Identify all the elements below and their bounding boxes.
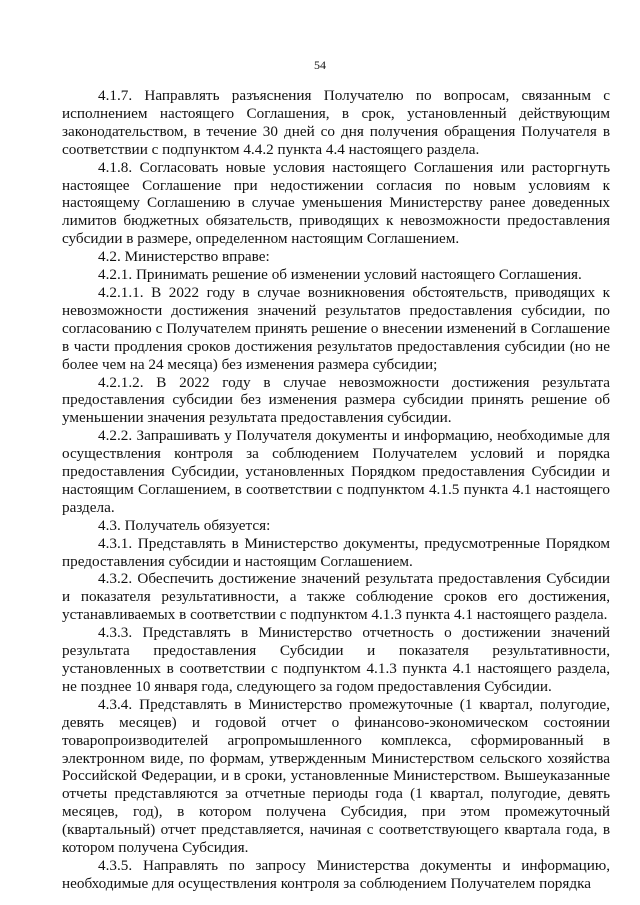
page-number: 54 — [314, 58, 326, 72]
document-body — [62, 87, 610, 893]
paragraph-4-1-8: 4.1.8. Согласовать новые условия настоящего Соглашения или расторгнуть настоящее Соглашение при недостижении согласия по новым условиям к настоящему Соглашению в случае уменьшения Министерству ранее доведенных лимитов бюджетных обязательств, приводящих к невозможности предоставления субсидии в размере, определенном настоящим Соглашением. — [62, 158, 610, 248]
paragraph-4-2-1-1: 4.2.1.1. В 2022 году в случае возникновения обстоятельств, приводящих к невозможности достижения значений результатов предоставления субсидии, по согласованию с Получателем принять решение о внесении изменений в Соглашение в части продления сроков достижения результатов предоставления субсидии (но не более чем на 24 месяца) без изменения размера субсидии; — [62, 283, 610, 373]
paragraph-4-3-1: 4.3.1. Представлять в Министерство документы, предусмотренные Порядком предоставления субсидии и настоящим Соглашением. — [62, 534, 610, 570]
paragraph-4-3-2: 4.3.2. Обеспечить достижение значений результата предоставления Субсидии и показателя результативности, а также соблюдение сроков его достижения, устанавливаемых в соответствии с подпунктом 4.1.3 пункта 4.1 настоящего раздела. — [62, 570, 610, 624]
paragraph-4-3: 4.3. Получатель обязуется: — [98, 516, 271, 534]
paragraph-4-3-4: 4.3.4. Представлять в Министерство промежуточные (1 квартал, полугодие, девять месяцев) и годовой отчет о финансово-экономическом состоянии товаропроизводителей агропромышленного комплекса, сформированный в электронном виде, по формам, утвержденным Министерством сельского хозяйства Российской Федерации, и в сроки, установленные Министерством. Вышеуказанные отчеты представляются за отчетные периоды года (1 квартал, полугодие, девять месяцев, год), в котором получена Субсидия, при этом промежуточный (квартальный) отчет представляется, начиная с соответствующего квартала года, в котором получена Субсидия. — [62, 695, 610, 857]
paragraph-4-2-1: 4.2.1. Принимать решение об изменении условий настоящего Соглашения. — [98, 266, 582, 284]
paragraph-4-1-7: 4.1.7. Направлять разъяснения Получателю по вопросам, связанным с исполнением настоящего Соглашения, в срок, установленный действующим законодательством, в течение 30 дней со дня получения обращения Получателя в соответствии с подпунктом 4.4.2 пункта 4.4 настоящего раздела. — [62, 87, 610, 158]
paragraph-4-2-1-2: 4.2.1.2. В 2022 году в случае невозможности достижения результата предоставления субсидии без изменения размера субсидии принять решение об уменьшении значения результата предоставления субсидии. — [62, 373, 610, 427]
paragraph-4-2-2: 4.2.2. Запрашивать у Получателя документы и информацию, необходимые для осуществления контроля за соблюдением Получателем условий и порядка предоставления Субсидии, установленных Порядком предоставления Субсидии и настоящим Соглашением, в соответствии с подпунктом 4.1.5 пункта 4.1 настоящего раздела. — [62, 427, 610, 516]
paragraph-4-2: 4.2. Министерство вправе: — [98, 248, 270, 266]
paragraph-4-3-5: 4.3.5. Направлять по запросу Министерства документы и информацию, необходимые для осуществления контроля за соблюдением Получателем порядка — [62, 856, 610, 892]
paragraph-4-3-3: 4.3.3. Представлять в Министерство отчетность о достижении значений результата предоставления Субсидии и показателя результативности, установленных в соответствии с подпунктом 4.1.3 пункта 4.1 настоящего раздела, не позднее 10 января года, следующего за годом предоставления Субсидии. — [62, 624, 610, 695]
